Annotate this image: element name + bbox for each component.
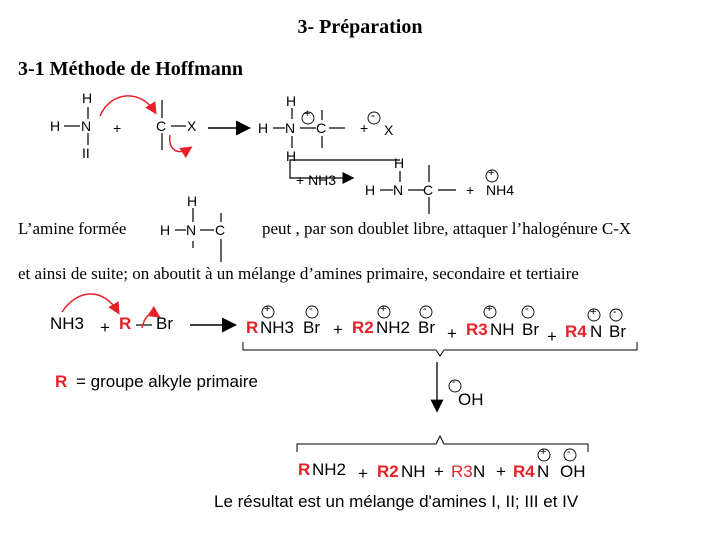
- paragraph-line2: et ainsi de suite; on aboutit à un mélange d’amines primaire, secondaire et tertiaire: [18, 264, 579, 283]
- plus-sign: +: [466, 182, 475, 198]
- p2-r: R2: [352, 318, 374, 337]
- final-charge-minus: -: [567, 446, 571, 458]
- plus-sign: +: [547, 327, 557, 346]
- final-r2: R2: [377, 462, 399, 481]
- halide-x: X: [187, 118, 197, 134]
- final-oh: OH: [560, 462, 586, 481]
- p4-rest: N: [590, 322, 603, 341]
- hydroxide: OH: [458, 390, 484, 409]
- product-h-top: H: [394, 155, 405, 171]
- section-subtitle: 3-1 Méthode de Hoffmann: [18, 58, 243, 80]
- inline-amine-h-top: H: [187, 193, 198, 209]
- p4-anion: Br: [609, 322, 626, 341]
- ammonium-h-left: H: [258, 120, 269, 136]
- product-n: N: [393, 182, 404, 198]
- p1-rest: NH3: [260, 318, 295, 337]
- ammonium-h-top: H: [286, 93, 297, 109]
- final-r4: R4: [513, 462, 535, 481]
- amine-h-top: H: [82, 90, 93, 106]
- reactant-r: R: [119, 314, 132, 333]
- anion-x: X: [384, 122, 394, 138]
- reactant-nh3: NH3: [50, 314, 85, 333]
- p2-charge-plus: +: [380, 303, 387, 315]
- product-nh4: NH4: [486, 182, 515, 198]
- halide-carbon: C: [156, 118, 167, 134]
- p1-charge-minus: -: [309, 303, 313, 315]
- r-definition: = groupe alkyle primaire: [76, 372, 258, 391]
- amine-h-left: H: [50, 118, 61, 134]
- p1-r: R: [246, 318, 259, 337]
- p2-rest: NH2: [376, 318, 411, 337]
- inline-amine-n: N: [186, 222, 197, 238]
- final-r3: R3: [451, 462, 473, 481]
- amine-n: N: [81, 118, 92, 134]
- p3-r: R3: [466, 320, 488, 339]
- paragraph-line1-end: peut , par son doublet libre, attaquer l’halogénure C-X: [262, 219, 632, 238]
- plus-sign: +: [358, 464, 368, 483]
- plus-sign: +: [447, 324, 457, 343]
- p4-r: R4: [565, 322, 587, 341]
- nh4-charge: +: [488, 167, 495, 179]
- p3-charge-minus: -: [525, 303, 529, 315]
- inline-amine-h-left: H: [160, 222, 171, 238]
- p2-anion: Br: [418, 318, 435, 337]
- anion-charge: -: [371, 108, 375, 122]
- final-charge-plus: +: [540, 446, 547, 458]
- plus-sign: +: [113, 120, 122, 136]
- plus-sign: +: [496, 462, 506, 481]
- plus-sign: +: [333, 320, 343, 339]
- inline-amine-carbon: C: [215, 222, 226, 238]
- plus-sign: +: [100, 318, 110, 337]
- conclusion: Le résultat est un mélange d'amines I, II; III et IV: [214, 492, 579, 511]
- final-nh: NH: [401, 462, 426, 481]
- p3-charge-plus: +: [486, 303, 493, 315]
- plus-sign: +: [360, 120, 369, 136]
- reagent-nh3: + NH3: [296, 172, 337, 188]
- final-n-quaternary: N: [537, 462, 550, 481]
- ammonium-carbon: C: [316, 120, 327, 136]
- p3-anion: Br: [522, 320, 539, 339]
- amine-h-bottom: II: [82, 145, 90, 161]
- p4-charge-minus: -: [613, 306, 617, 318]
- product-carbon: C: [423, 182, 434, 198]
- p1-charge-plus: +: [264, 303, 271, 315]
- product-h-left: H: [365, 182, 376, 198]
- r-label: R: [55, 372, 68, 391]
- page-title: 3- Préparation: [297, 16, 423, 38]
- final-n: N: [473, 462, 486, 481]
- reactant-br: Br: [156, 314, 173, 333]
- final-nh2: NH2: [312, 460, 347, 479]
- final-r1: R: [298, 460, 311, 479]
- ammonium-charge: +: [304, 108, 311, 120]
- ammonium-h-bottom: H: [286, 148, 297, 164]
- plus-sign: +: [434, 462, 444, 481]
- p2-charge-minus: -: [423, 303, 427, 315]
- p1-anion: Br: [303, 318, 320, 337]
- oh-charge: -: [452, 376, 456, 388]
- p4-charge-plus: +: [590, 306, 597, 318]
- paragraph-line1-start: L’amine formée: [18, 219, 127, 238]
- ammonium-n: N: [285, 120, 296, 136]
- p3-rest: NH: [490, 320, 515, 339]
